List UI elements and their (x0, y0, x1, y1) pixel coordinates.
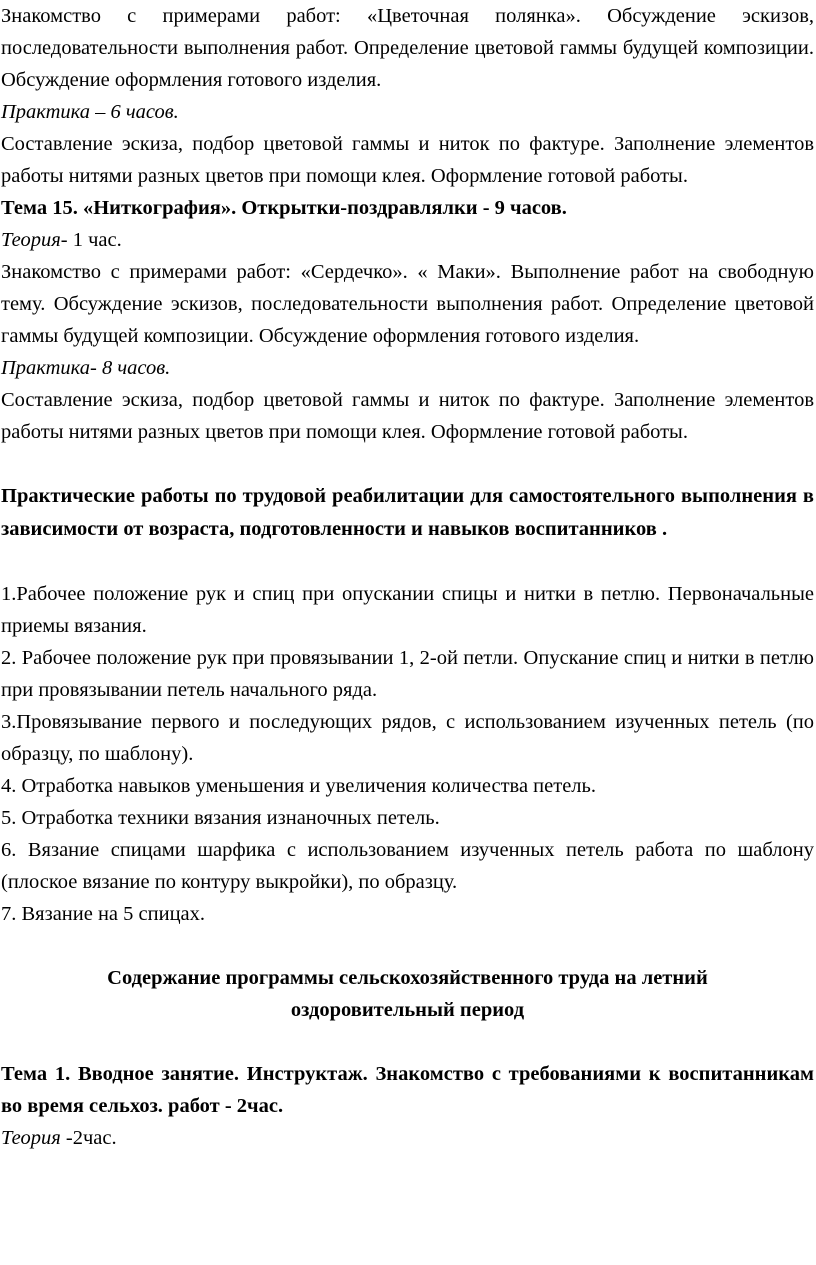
topic-15-heading: Тема 15. «Ниткография». Открытки-поздравлялки - 9 часов. (1, 197, 567, 219)
paragraph-topic-15-practice: Составление эскиза, подбор цветовой гаммы и ниток по фактуре. Заполнение элементов работы нитями разных цветов при помощи клея. Оформление готовой работы. (1, 389, 814, 443)
paragraph-intro: Знакомство с примерами работ: «Цветочная полянка». Обсуждение эскизов, последовательности выполнения работ. Определение цветовой гаммы будущей композиции. Обсуждение оформления готового изделия. (1, 5, 814, 91)
list-item: 5. Отработка техники вязания изнаночных петель. (1, 807, 440, 829)
paragraph-topic-15-description: Знакомство с примерами работ: «Сердечко». « Маки». Выполнение работ на свободную тему. Обсуждение эскизов, последовательности выполнения работ. Определение цветовой гаммы будущей композиции. Обсуждение оформления готового изделия. (1, 261, 814, 347)
theory-1-line (1, 1122, 814, 1154)
spacer (1, 546, 814, 578)
list-item: 4. Отработка навыков уменьшения и увеличения количества петель. (1, 775, 597, 797)
theory-15-label: Теория (1, 229, 61, 251)
list-item: 7. Вязание на 5 спицах. (1, 903, 206, 925)
theory-1-label: Теория (1, 1127, 61, 1149)
list-item: 3.Провязывание первого и последующих рядов, с использованием изученных петель (по образцу, по шаблону). (1, 711, 814, 765)
topic-1-heading: Тема 1. Вводное занятие. Инструктаж. Знакомство с требованиями к воспитанникам во время сельхоз. работ - 2час. (1, 1063, 814, 1117)
theory-1-value: -2час. (60, 1127, 117, 1149)
practical-works-heading: Практические работы по трудовой реабилитации для самостоятельного выполнения в зависимости от возраста, подготовленности и навыков воспитанников . (1, 485, 814, 540)
theory-15-line (1, 224, 814, 256)
summer-program-heading (1, 962, 814, 1026)
practice-label: Практика – 6 часов. (1, 101, 179, 123)
spacer (1, 930, 814, 962)
list-item: 1.Рабочее положение рук и спиц при опускании спицы и нитки в петлю. Первоначальные приемы вязания. (1, 583, 814, 637)
summer-heading-line-2: оздоровительный период (290, 999, 525, 1021)
summer-heading-line-1: Содержание программы сельскохозяйственного труда на летний (107, 967, 708, 989)
practice-15-label: Практика- 8 часов. (1, 357, 171, 379)
theory-15-value: - 1 час. (60, 229, 122, 251)
list-item: 6. Вязание спицами шарфика с использованием изученных петель работа по шаблону (плоское вязание по контуру выкройки), по образцу. (1, 839, 814, 893)
spacer (1, 448, 814, 480)
paragraph-practice-description: Составление эскиза, подбор цветовой гаммы и ниток по фактуре. Заполнение элементов работы нитями разных цветов при помощи клея. Оформление готовой работы. (1, 133, 814, 187)
spacer (1, 1026, 814, 1058)
list-item: 2. Рабочее положение рук при провязывании 1, 2-ой петли. Опускание спиц и нитки в петлю при провязывании петель начального ряда. (1, 647, 814, 701)
